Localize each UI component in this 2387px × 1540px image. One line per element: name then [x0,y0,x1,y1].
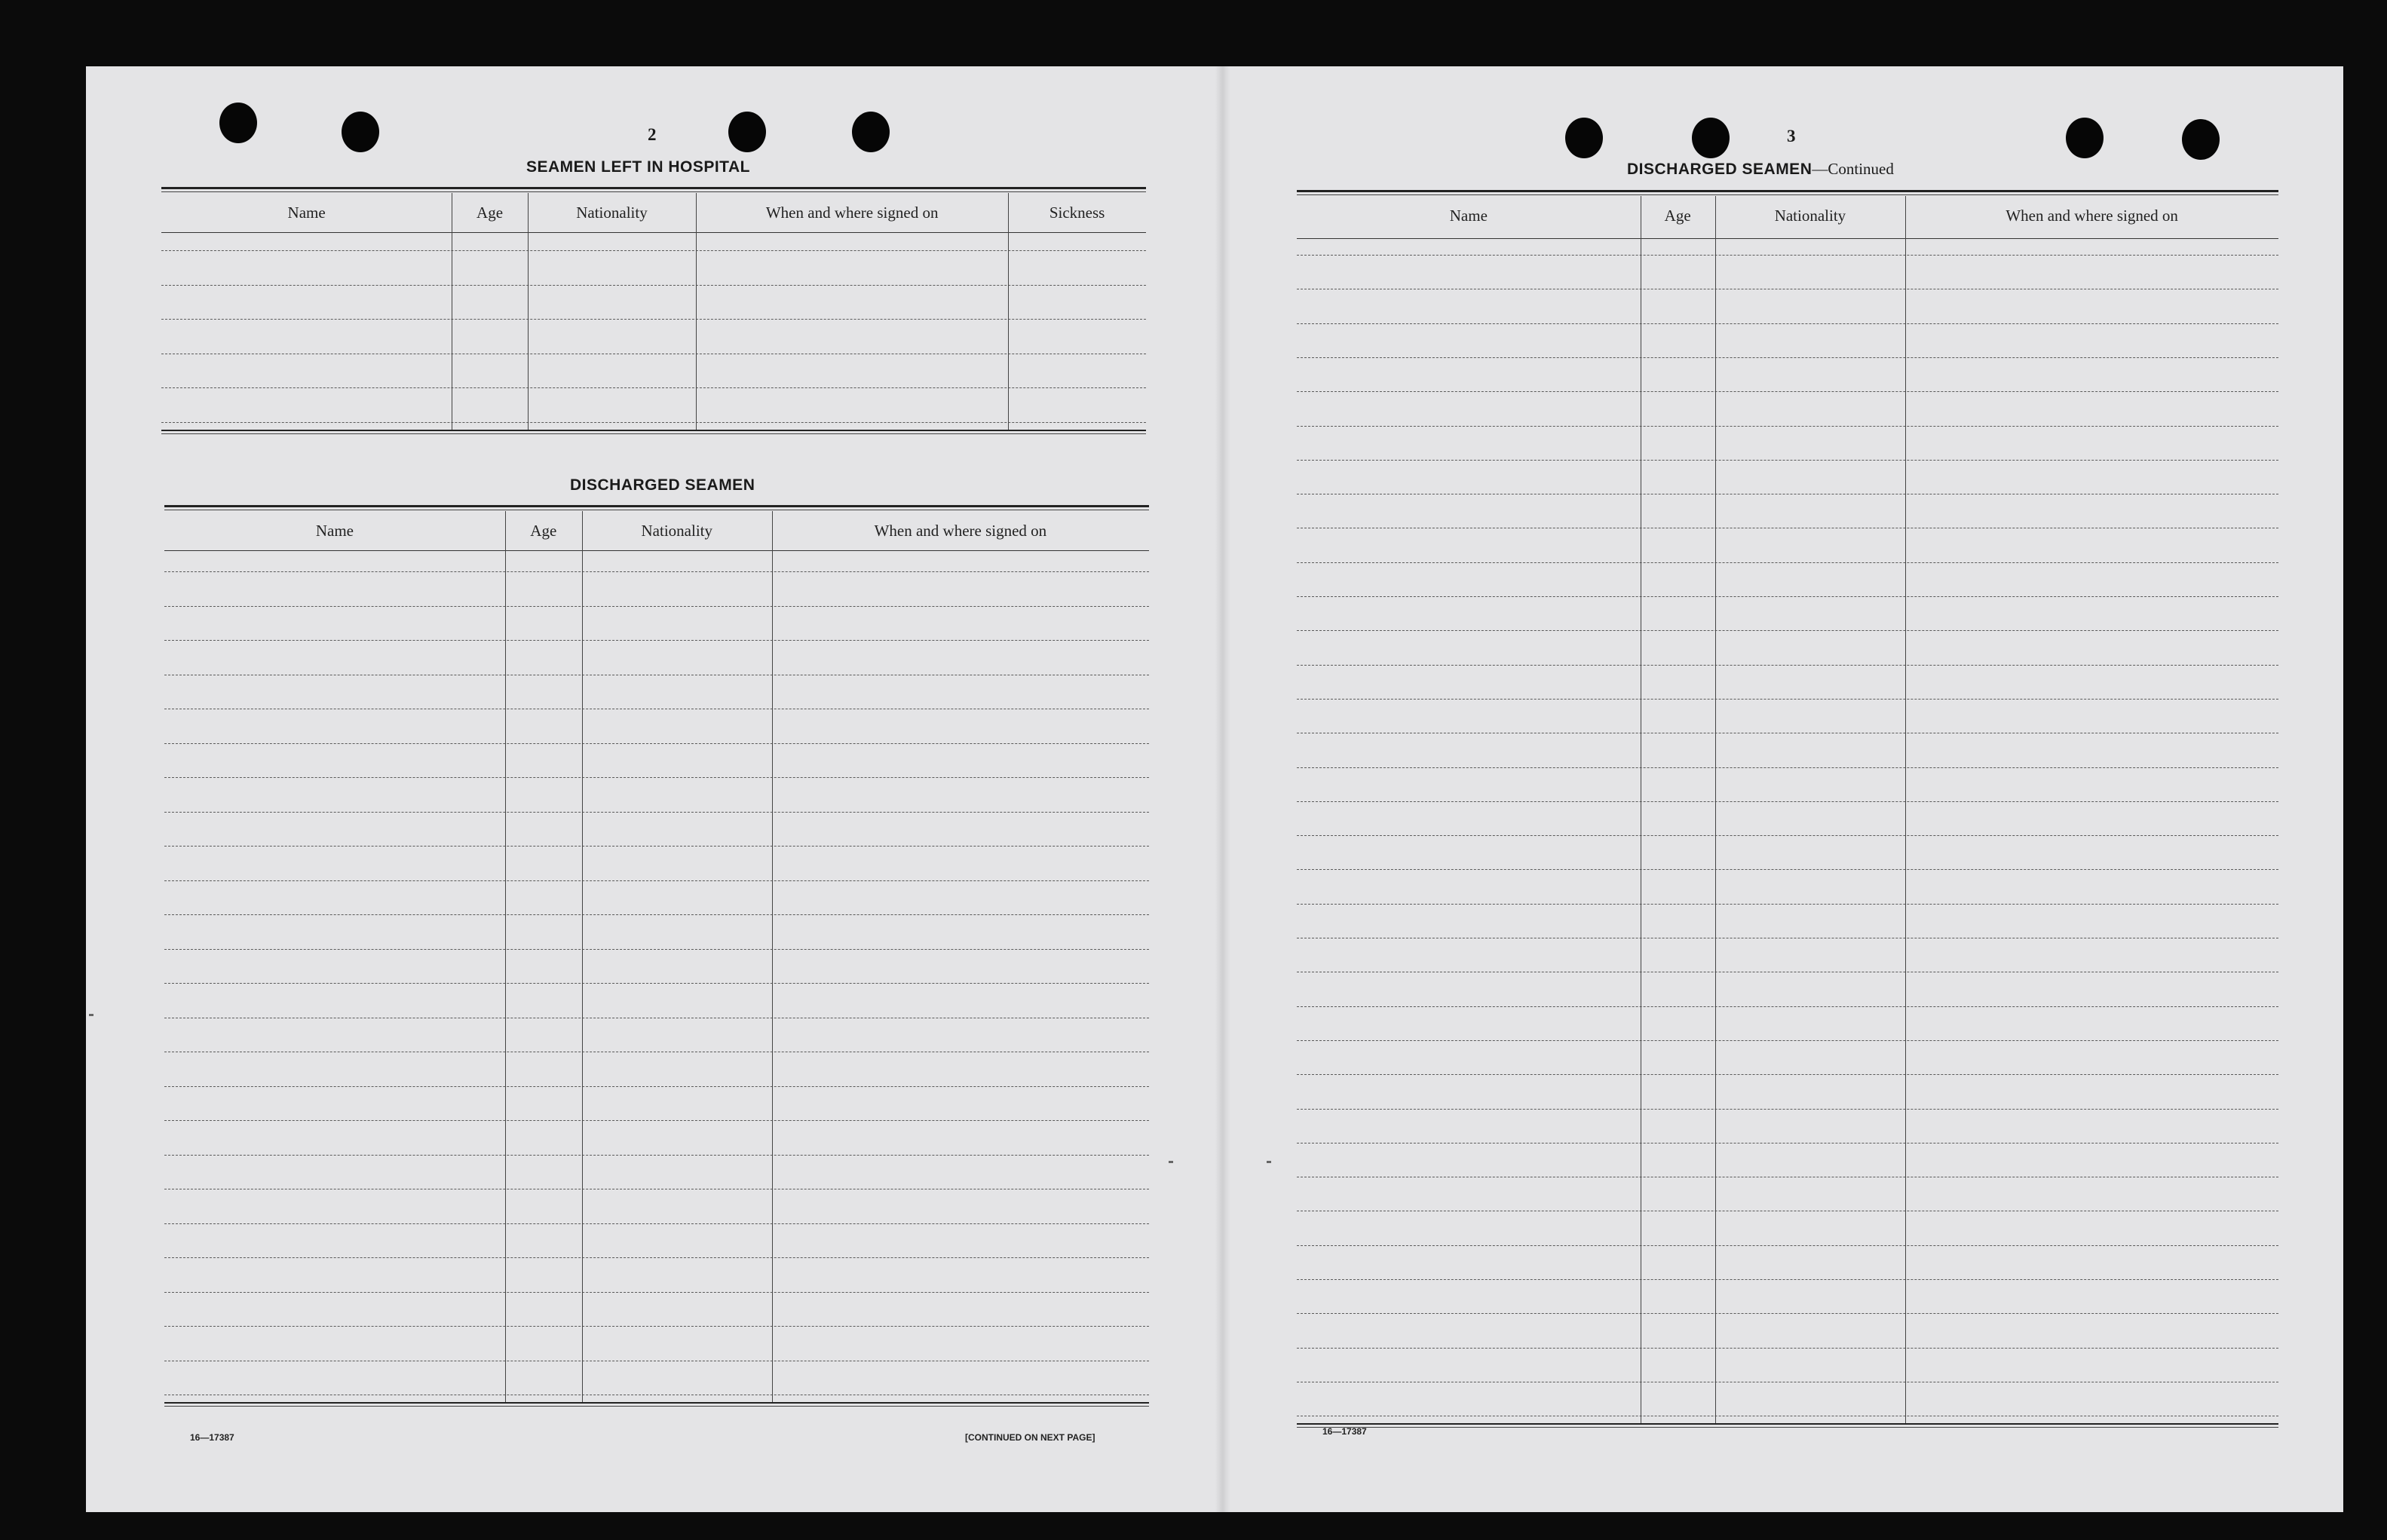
table-row-line [164,949,1149,950]
table-row-line [1297,391,2278,392]
continued-note: [CONTINUED ON NEXT PAGE] [965,1432,1095,1443]
table-row-line [164,640,1149,641]
form-number-right: 16—17387 [1322,1426,1367,1437]
discharged-table [164,505,1149,1493]
column-header-name: Name [315,522,354,540]
punch-hole [342,112,379,152]
punch-hole [2066,118,2104,158]
discharged-continued-title [1627,160,1894,179]
column-divider [1715,196,1716,1423]
page-number-right: 3 [1787,127,1796,145]
column-header-when-and-where-signed-on: When and where signed on [874,522,1047,540]
table-row-line [161,250,1146,251]
punch-hole [1692,118,1730,158]
punch-hole [1565,118,1603,158]
table-row-line [1297,1143,2278,1144]
table-header-rule [161,232,1146,233]
column-divider [1008,193,1009,430]
table-row-line [1297,1313,2278,1314]
table-row-line [1297,255,2278,256]
punch-hole [728,112,766,152]
table-top-rule [1297,190,2278,195]
table-top-rule [161,187,1146,192]
column-divider [505,511,506,1402]
table-row-line [164,1292,1149,1293]
table-row-line [161,422,1146,423]
table-row-line [1297,630,2278,631]
table-row-line [1297,562,2278,563]
table-row-line [164,914,1149,915]
table-row-line [164,571,1149,572]
table-row-line [1297,323,2278,324]
table-row-line [161,319,1146,320]
column-header-nationality: Nationality [1774,207,1846,225]
table-row-line [1297,1245,2278,1246]
table-row-line [164,743,1149,744]
column-header-when-and-where-signed-on: When and where signed on [2006,207,2178,225]
table-row-line [164,1257,1149,1258]
table-row-line [1297,460,2278,461]
discharged-continued-table [1297,190,2278,1486]
table-row-line [1297,426,2278,427]
table-row-line [164,1120,1149,1121]
table-row-line [164,983,1149,984]
column-header-age: Age [1664,207,1691,225]
table-row-line [164,1086,1149,1087]
table-row-line [161,387,1146,388]
column-header-age: Age [530,522,557,540]
column-divider [582,511,583,1402]
discharged-section-title: DISCHARGED SEAMEN [570,476,755,494]
document-sheet [86,66,2343,1512]
table-row-line [1297,904,2278,905]
table-row-line [1297,869,2278,870]
table-row-line [1297,1040,2278,1041]
table-header-rule [1297,238,2278,239]
hospital-table [161,187,1146,525]
table-row-line [164,880,1149,881]
column-header-age: Age [476,204,504,222]
column-header-when-and-where-signed-on: When and where signed on [765,204,939,222]
table-row-line [1297,801,2278,802]
column-header-sickness: Sickness [1049,204,1105,222]
table-row-line [1297,1006,2278,1007]
table-row-line [1297,596,2278,597]
edge-speck [1267,1161,1271,1163]
table-row-line [164,1223,1149,1224]
table-row-line [164,606,1149,607]
table-header-rule [164,550,1149,551]
column-divider [1905,196,1906,1423]
table-row-line [1297,1109,2278,1110]
table-bottom-rule [164,1402,1149,1407]
column-divider [696,193,697,430]
table-row-line [1297,1279,2278,1280]
table-bottom-rule [1297,1423,2278,1428]
table-top-rule [164,505,1149,510]
form-number-left: 16—17387 [190,1432,234,1443]
table-row-line [1297,835,2278,836]
table-row-line [164,846,1149,847]
column-divider [772,511,773,1402]
table-row-line [1297,699,2278,700]
punch-hole [2182,119,2220,160]
table-row-line [1297,1074,2278,1075]
table-row-line [164,777,1149,778]
table-row-line [1297,357,2278,358]
table-row-line [164,1326,1149,1327]
table-row-line [164,1155,1149,1156]
edge-speck [1169,1161,1173,1163]
column-header-nationality: Nationality [641,522,712,540]
page-fold [1215,66,1230,1512]
column-header-name: Name [287,204,326,222]
table-bottom-rule [161,430,1146,434]
column-divider [528,193,529,430]
hospital-section-title: SEAMEN LEFT IN HOSPITAL [526,158,750,176]
discharged-continued-title-suffix: —Continued [1812,160,1894,178]
table-row-line [1297,665,2278,666]
table-row-line [161,285,1146,286]
edge-speck [89,1014,93,1016]
column-header-name: Name [1449,207,1488,225]
column-header-nationality: Nationality [576,204,648,222]
punch-hole [219,103,257,143]
punch-hole [852,112,890,152]
table-row-line [164,812,1149,813]
table-row-line [1297,767,2278,768]
page-number-left: 2 [648,125,657,144]
discharged-continued-title-main: DISCHARGED SEAMEN [1627,161,1812,178]
table-row-line [1297,1348,2278,1349]
